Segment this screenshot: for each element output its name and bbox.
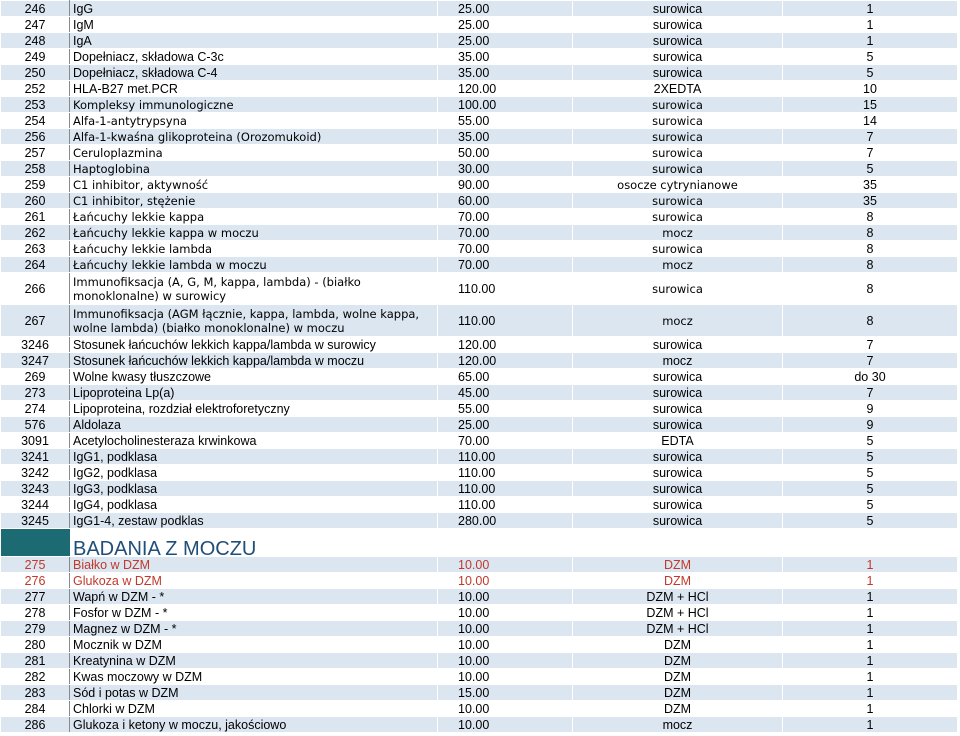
material-cell: surowica — [573, 161, 783, 177]
turnaround-days-cell: 1 — [783, 33, 958, 49]
test-code-cell: 256 — [1, 129, 70, 145]
test-code-cell: 282 — [1, 669, 70, 685]
test-name-cell: Stosunek łańcuchów lekkich kappa/lambda w surowicy — [70, 337, 438, 353]
table-row — [1, 589, 958, 605]
material-cell: surowica — [573, 49, 783, 65]
price-cell: 25.00 — [438, 1, 573, 17]
material-cell: mocz — [573, 305, 783, 337]
turnaround-days-cell: 5 — [783, 433, 958, 449]
test-name-cell: Lipoproteina, rozdział elektroforetyczny — [70, 401, 438, 417]
price-cell: 35.00 — [438, 49, 573, 65]
price-cell: 110.00 — [438, 465, 573, 481]
table-row — [1, 225, 958, 241]
turnaround-days-cell: 1 — [783, 17, 958, 33]
price-cell: 10.00 — [438, 605, 573, 621]
material-cell: surowica — [573, 465, 783, 481]
price-cell: 10.00 — [438, 589, 573, 605]
price-cell: 25.00 — [438, 417, 573, 433]
table-row — [1, 209, 958, 225]
material-cell: surowica — [573, 17, 783, 33]
table-row — [1, 81, 958, 97]
table-row — [1, 369, 958, 385]
turnaround-days-cell: 1 — [783, 589, 958, 605]
turnaround-days-cell: 5 — [783, 481, 958, 497]
table-row — [1, 605, 958, 621]
price-cell: 110.00 — [438, 305, 573, 337]
material-cell: surowica — [573, 65, 783, 81]
price-cell: 10.00 — [438, 669, 573, 685]
turnaround-days-cell: 10 — [783, 81, 958, 97]
table-row — [1, 433, 958, 449]
test-code-cell: 261 — [1, 209, 70, 225]
turnaround-days-cell: 8 — [783, 257, 958, 273]
section-header-row — [1, 529, 958, 557]
material-cell: surowica — [573, 193, 783, 209]
price-cell: 50.00 — [438, 145, 573, 161]
material-cell: surowica — [573, 273, 783, 305]
table-row — [1, 385, 958, 401]
test-code-cell: 249 — [1, 49, 70, 65]
turnaround-days-cell: 1 — [783, 717, 958, 733]
table-row — [1, 65, 958, 81]
test-code-cell: 258 — [1, 161, 70, 177]
material-cell: DZM — [573, 637, 783, 653]
test-code-cell: 277 — [1, 589, 70, 605]
price-cell: 55.00 — [438, 113, 573, 129]
table-row — [1, 1, 958, 17]
table-row — [1, 557, 958, 573]
turnaround-days-cell: 7 — [783, 353, 958, 369]
material-cell: surowica — [573, 513, 783, 529]
test-code-cell: 276 — [1, 573, 70, 589]
turnaround-days-cell: 35 — [783, 177, 958, 193]
test-name-cell: Kompleksy immunologiczne — [70, 97, 438, 113]
test-name-cell: Magnez w DZM - * — [70, 621, 438, 637]
price-cell: 10.00 — [438, 621, 573, 637]
material-cell: surowica — [573, 337, 783, 353]
material-cell: mocz — [573, 717, 783, 733]
table-row — [1, 241, 958, 257]
test-code-cell: 283 — [1, 685, 70, 701]
test-name-cell: Kreatynina w DZM — [70, 653, 438, 669]
test-code-cell: 3244 — [1, 497, 70, 513]
material-cell: surowica — [573, 241, 783, 257]
test-name-cell: IgA — [70, 33, 438, 49]
price-cell: 70.00 — [438, 209, 573, 225]
table-row — [1, 497, 958, 513]
table-row — [1, 449, 958, 465]
turnaround-days-cell: 1 — [783, 573, 958, 589]
material-cell: DZM + HCl — [573, 589, 783, 605]
price-cell: 280.00 — [438, 513, 573, 529]
test-code-cell: 576 — [1, 417, 70, 433]
turnaround-days-cell: 5 — [783, 513, 958, 529]
test-name-cell: Fosfor w DZM - * — [70, 605, 438, 621]
material-cell: DZM — [573, 573, 783, 589]
test-name-cell: Immunofiksacja (AGM łącznie, kappa, lambda, wolne kappa, wolne lambda) (białko monoklonalne) w moczu — [70, 305, 438, 337]
section-heading: BADANIA Z MOCZU — [70, 529, 958, 557]
material-cell: surowica — [573, 401, 783, 417]
test-name-cell: Sód i potas w DZM — [70, 685, 438, 701]
turnaround-days-cell: 7 — [783, 337, 958, 353]
table-row — [1, 177, 958, 193]
test-name-cell: Wolne kwasy tłuszczowe — [70, 369, 438, 385]
test-name-cell: Mocznik w DZM — [70, 637, 438, 653]
material-cell: mocz — [573, 225, 783, 241]
test-name-cell: Aldolaza — [70, 417, 438, 433]
test-code-cell: 250 — [1, 65, 70, 81]
table-row — [1, 637, 958, 653]
price-cell: 30.00 — [438, 161, 573, 177]
test-code-cell: 3246 — [1, 337, 70, 353]
turnaround-days-cell: 1 — [783, 557, 958, 573]
price-cell: 45.00 — [438, 385, 573, 401]
test-code-cell: 257 — [1, 145, 70, 161]
table-row — [1, 337, 958, 353]
table-row — [1, 481, 958, 497]
table-row — [1, 273, 958, 305]
test-name-cell: IgG4, podklasa — [70, 497, 438, 513]
material-cell: surowica — [573, 113, 783, 129]
test-name-cell: HLA-B27 met.PCR — [70, 81, 438, 97]
price-cell: 70.00 — [438, 433, 573, 449]
section-accent-bar — [1, 529, 70, 557]
table-row — [1, 685, 958, 701]
test-code-cell: 280 — [1, 637, 70, 653]
turnaround-days-cell: 5 — [783, 497, 958, 513]
price-cell: 110.00 — [438, 273, 573, 305]
test-name-cell: Dopełniacz, składowa C-4 — [70, 65, 438, 81]
material-cell: surowica — [573, 1, 783, 17]
turnaround-days-cell: 7 — [783, 129, 958, 145]
test-name-cell: C1 inhibitor, aktywność — [70, 177, 438, 193]
price-cell: 10.00 — [438, 637, 573, 653]
turnaround-days-cell: do 30 — [783, 369, 958, 385]
turnaround-days-cell: 5 — [783, 49, 958, 65]
material-cell: surowica — [573, 385, 783, 401]
price-cell: 110.00 — [438, 481, 573, 497]
table-row — [1, 701, 958, 717]
table-row — [1, 145, 958, 161]
price-cell: 120.00 — [438, 81, 573, 97]
table-row — [1, 717, 958, 733]
price-cell: 70.00 — [438, 225, 573, 241]
material-cell: DZM — [573, 701, 783, 717]
test-code-cell: 3243 — [1, 481, 70, 497]
test-code-cell: 3247 — [1, 353, 70, 369]
material-cell: DZM — [573, 669, 783, 685]
turnaround-days-cell: 5 — [783, 161, 958, 177]
table-row — [1, 465, 958, 481]
price-cell: 35.00 — [438, 129, 573, 145]
turnaround-days-cell: 1 — [783, 685, 958, 701]
turnaround-days-cell: 8 — [783, 273, 958, 305]
price-cell: 120.00 — [438, 353, 573, 369]
material-cell: surowica — [573, 97, 783, 113]
table-row — [1, 113, 958, 129]
test-name-cell: Stosunek łańcuchów lekkich kappa/lambda w moczu — [70, 353, 438, 369]
price-cell: 25.00 — [438, 17, 573, 33]
test-name-cell: Wapń w DZM - * — [70, 589, 438, 605]
price-cell: 10.00 — [438, 717, 573, 733]
table-row — [1, 573, 958, 589]
turnaround-days-cell: 7 — [783, 385, 958, 401]
turnaround-days-cell: 9 — [783, 417, 958, 433]
test-name-cell: Dopełniacz, składowa C-3c — [70, 49, 438, 65]
turnaround-days-cell: 8 — [783, 305, 958, 337]
material-cell: surowica — [573, 129, 783, 145]
turnaround-days-cell: 14 — [783, 113, 958, 129]
test-code-cell: 286 — [1, 717, 70, 733]
test-code-cell: 247 — [1, 17, 70, 33]
test-name-cell: Łańcuchy lekkie kappa — [70, 209, 438, 225]
test-name-cell: IgG1, podklasa — [70, 449, 438, 465]
material-cell: surowica — [573, 369, 783, 385]
test-code-cell: 253 — [1, 97, 70, 113]
test-code-cell: 269 — [1, 369, 70, 385]
turnaround-days-cell: 8 — [783, 241, 958, 257]
test-name-cell: Glukoza w DZM — [70, 573, 438, 589]
material-cell: EDTA — [573, 433, 783, 449]
price-cell: 60.00 — [438, 193, 573, 209]
table-row — [1, 353, 958, 369]
turnaround-days-cell: 8 — [783, 209, 958, 225]
test-name-cell: Łańcuchy lekkie lambda w moczu — [70, 257, 438, 273]
price-cell: 10.00 — [438, 701, 573, 717]
table-row — [1, 621, 958, 637]
turnaround-days-cell: 5 — [783, 449, 958, 465]
table-row — [1, 653, 958, 669]
turnaround-days-cell: 1 — [783, 701, 958, 717]
price-cell: 100.00 — [438, 97, 573, 113]
material-cell: DZM — [573, 685, 783, 701]
test-name-cell: Acetylocholinesteraza krwinkowa — [70, 433, 438, 449]
test-code-cell: 3245 — [1, 513, 70, 529]
material-cell: DZM + HCl — [573, 605, 783, 621]
price-cell: 65.00 — [438, 369, 573, 385]
test-code-cell: 263 — [1, 241, 70, 257]
table-row — [1, 401, 958, 417]
test-code-cell: 267 — [1, 305, 70, 337]
table-row — [1, 161, 958, 177]
test-code-cell: 248 — [1, 33, 70, 49]
material-cell: surowica — [573, 209, 783, 225]
test-code-cell: 278 — [1, 605, 70, 621]
price-cell: 110.00 — [438, 449, 573, 465]
table-row — [1, 49, 958, 65]
table-row — [1, 305, 958, 337]
test-name-cell: Łańcuchy lekkie lambda — [70, 241, 438, 257]
test-name-cell: C1 inhibitor, stężenie — [70, 193, 438, 209]
test-name-cell: IgG — [70, 1, 438, 17]
test-code-cell: 262 — [1, 225, 70, 241]
test-name-cell: Haptoglobina — [70, 161, 438, 177]
price-cell: 120.00 — [438, 337, 573, 353]
turnaround-days-cell: 1 — [783, 653, 958, 669]
turnaround-days-cell: 9 — [783, 401, 958, 417]
test-name-cell: Glukoza i ketony w moczu, jakościowo — [70, 717, 438, 733]
turnaround-days-cell: 1 — [783, 621, 958, 637]
turnaround-days-cell: 1 — [783, 605, 958, 621]
material-cell: 2XEDTA — [573, 81, 783, 97]
table-row — [1, 513, 958, 529]
test-code-cell: 281 — [1, 653, 70, 669]
table-row — [1, 257, 958, 273]
price-cell: 55.00 — [438, 401, 573, 417]
test-code-cell: 284 — [1, 701, 70, 717]
test-name-cell: Immunofiksacja (A, G, M, kappa, lambda) - (białko monoklonalne) w surowicy — [70, 273, 438, 305]
material-cell: surowica — [573, 33, 783, 49]
price-cell: 10.00 — [438, 557, 573, 573]
turnaround-days-cell: 15 — [783, 97, 958, 113]
turnaround-days-cell: 1 — [783, 669, 958, 685]
test-name-cell: IgG2, podklasa — [70, 465, 438, 481]
price-cell: 35.00 — [438, 65, 573, 81]
test-code-cell: 259 — [1, 177, 70, 193]
test-code-cell: 264 — [1, 257, 70, 273]
turnaround-days-cell: 1 — [783, 637, 958, 653]
price-cell: 70.00 — [438, 241, 573, 257]
test-name-cell: IgM — [70, 17, 438, 33]
material-cell: DZM — [573, 653, 783, 669]
test-code-cell: 3091 — [1, 433, 70, 449]
material-cell: surowica — [573, 145, 783, 161]
test-name-cell: Alfa-1-kwaśna glikoproteina (Orozomukoid) — [70, 129, 438, 145]
table-row — [1, 193, 958, 209]
test-name-cell: Białko w DZM — [70, 557, 438, 573]
test-code-cell: 275 — [1, 557, 70, 573]
turnaround-days-cell: 7 — [783, 145, 958, 161]
test-code-cell: 260 — [1, 193, 70, 209]
price-cell: 15.00 — [438, 685, 573, 701]
price-cell: 25.00 — [438, 33, 573, 49]
test-name-cell: Lipoproteina Lp(a) — [70, 385, 438, 401]
table-row — [1, 33, 958, 49]
turnaround-days-cell: 5 — [783, 465, 958, 481]
test-code-cell: 273 — [1, 385, 70, 401]
table-row — [1, 417, 958, 433]
material-cell: DZM — [573, 557, 783, 573]
material-cell: osocze cytrynianowe — [573, 177, 783, 193]
test-code-cell: 279 — [1, 621, 70, 637]
test-name-cell: Ceruloplazmina — [70, 145, 438, 161]
test-name-cell: Kwas moczowy w DZM — [70, 669, 438, 685]
table-row — [1, 97, 958, 113]
test-code-cell: 274 — [1, 401, 70, 417]
test-code-cell: 252 — [1, 81, 70, 97]
material-cell: surowica — [573, 417, 783, 433]
test-code-cell: 246 — [1, 1, 70, 17]
material-cell: surowica — [573, 497, 783, 513]
test-name-cell: IgG1-4, zestaw podklas — [70, 513, 438, 529]
test-code-cell: 254 — [1, 113, 70, 129]
material-cell: DZM + HCl — [573, 621, 783, 637]
turnaround-days-cell: 8 — [783, 225, 958, 241]
turnaround-days-cell: 35 — [783, 193, 958, 209]
price-cell: 70.00 — [438, 257, 573, 273]
table-row — [1, 129, 958, 145]
test-name-cell: Alfa-1-antytrypsyna — [70, 113, 438, 129]
material-cell: mocz — [573, 257, 783, 273]
material-cell: surowica — [573, 481, 783, 497]
table-row — [1, 17, 958, 33]
price-cell: 10.00 — [438, 653, 573, 669]
test-code-cell: 3242 — [1, 465, 70, 481]
test-name-cell: Chlorki w DZM — [70, 701, 438, 717]
test-name-cell: Łańcuchy lekkie kappa w moczu — [70, 225, 438, 241]
turnaround-days-cell: 1 — [783, 1, 958, 17]
material-cell: surowica — [573, 449, 783, 465]
price-cell: 10.00 — [438, 573, 573, 589]
price-cell: 90.00 — [438, 177, 573, 193]
price-table-body — [1, 1, 958, 733]
material-cell: mocz — [573, 353, 783, 369]
test-code-cell: 266 — [1, 273, 70, 305]
test-name-cell: IgG3, podklasa — [70, 481, 438, 497]
price-cell: 110.00 — [438, 497, 573, 513]
table-row — [1, 669, 958, 685]
test-code-cell: 3241 — [1, 449, 70, 465]
turnaround-days-cell: 5 — [783, 65, 958, 81]
